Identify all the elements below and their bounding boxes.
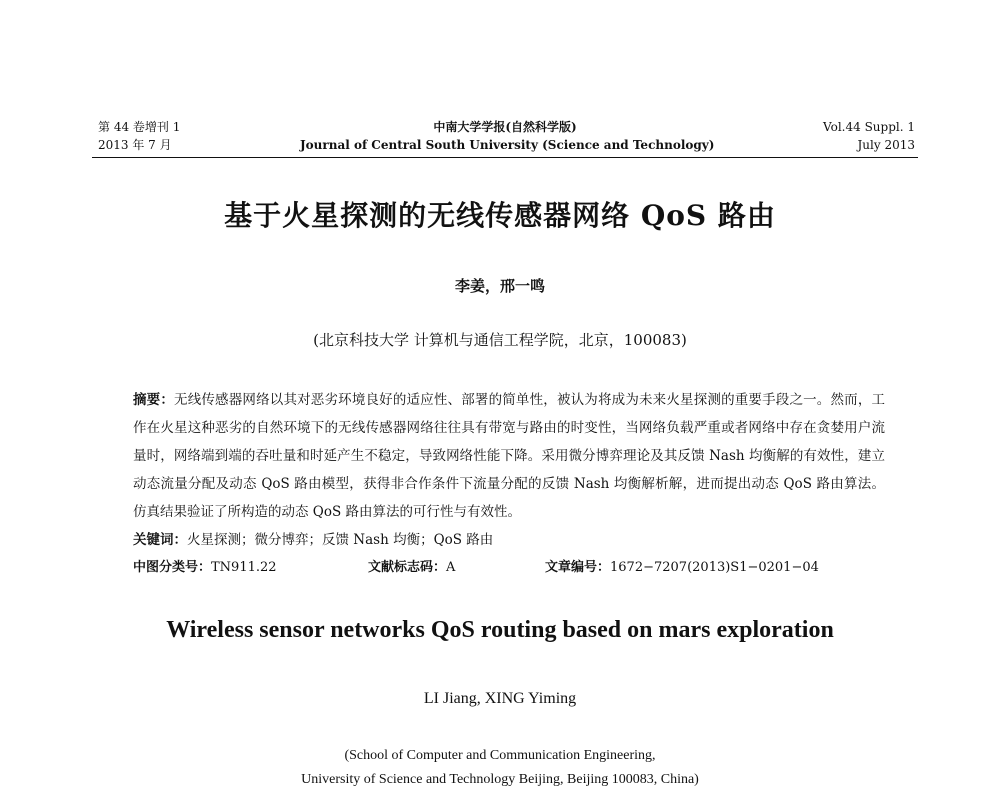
journal-issue-cn xyxy=(98,118,180,154)
clc-number xyxy=(133,556,277,575)
keywords-text: 火星探测；微分博弈；反馈 Nash 均衡；QoS 路由 xyxy=(187,532,494,548)
journal-issue-en xyxy=(823,118,915,154)
document-code-label: 文献标志码： xyxy=(368,560,447,575)
abstract-block xyxy=(133,386,885,554)
authors-en: LI Jiang, XING Yiming xyxy=(423,690,577,707)
journal-name-cn: 中南大学学报(自然科学版) xyxy=(433,120,577,134)
keywords-label: 关键词： xyxy=(133,532,187,548)
journal-name xyxy=(300,118,715,154)
article-number xyxy=(545,556,819,575)
clc-value: TN911.22 xyxy=(211,560,277,575)
date-cn: 2013 年 7 月 xyxy=(98,138,172,152)
paper-title-en: Wireless sensor networks QoS routing based on mars exploration xyxy=(166,617,834,643)
volume-issue-en: Vol.44 Suppl. 1 xyxy=(823,120,915,134)
clc-label: 中图分类号： xyxy=(133,560,212,575)
journal-name-en: Journal of Central South University (Science and Technology) xyxy=(300,138,715,152)
article-number-value: 1672−7207(2013)S1−0201−04 xyxy=(610,560,819,575)
affiliation-en-line2: University of Science and Technology Beijing, Beijing 100083, China) xyxy=(301,772,699,787)
paper-title-cn: 基于火星探测的无线传感器网络 QoS 路由 xyxy=(224,199,776,232)
document-code-value: A xyxy=(446,560,456,575)
affiliation-en-line1: (School of Computer and Communication Engineering, xyxy=(344,748,656,763)
date-en: July 2013 xyxy=(857,138,915,152)
volume-issue-cn: 第 44 卷增刊 1 xyxy=(98,120,181,134)
article-number-label: 文章编号： xyxy=(545,560,611,575)
affiliation-cn: (北京科技大学 计算机与通信工程学院，北京，100083) xyxy=(313,331,687,349)
abstract-label: 摘要： xyxy=(133,392,175,408)
document-code xyxy=(368,556,455,575)
header-divider xyxy=(92,157,918,158)
abstract-text: 无线传感器网络以其对恶劣环境良好的适应性、部署的简单性，被认为将成为未来火星探测的重要手段之一。然而，工作在火星这种恶劣的自然环境下的无线传感器网络往往具有带宽与路由的时变性，当网络负载严重或者网络中存在贪婪用户流量时，网络端到端的吞吐量和时延产生不稳定，导致网络性能下降。采用微分博弈理论及其反馈 Nash 均衡解的有效性，建立动态流量分配及动态 QoS 路由模型，获得非合作条件下流量分配的反馈 Nash 均衡解析解，进而提出动态 QoS 路由算法。仿真结果验证了所构造的动态 QoS 路由算法的可行性与有效性。 xyxy=(133,392,886,520)
authors-cn: 李姜，邢一鸣 xyxy=(454,277,545,295)
